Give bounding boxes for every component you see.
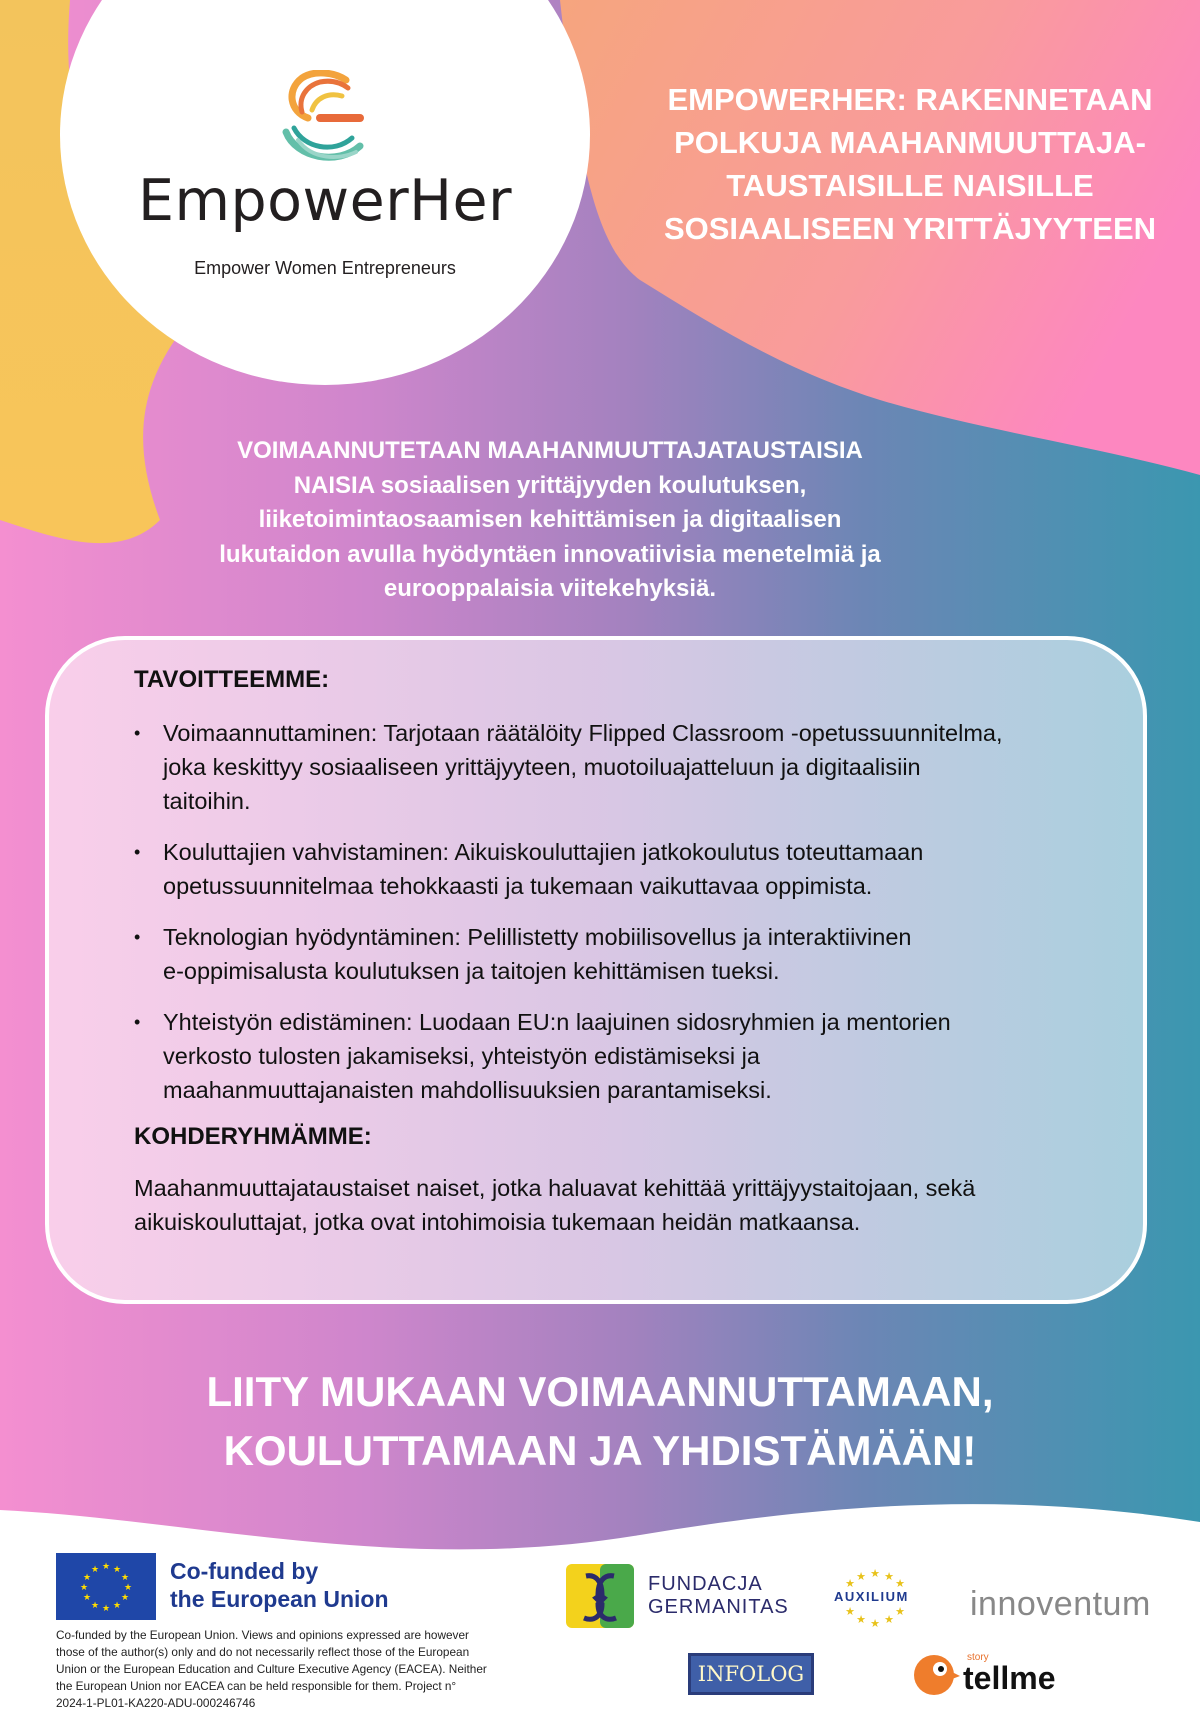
tellme-story-label: story [967,1652,989,1663]
svg-text:★: ★ [845,1577,855,1590]
header-title [650,78,1170,250]
svg-text:★: ★ [884,1570,894,1583]
header-title-line: POLKUJA MAAHANMUUTTAJA- [674,125,1146,160]
germanitas-logo-icon [566,1564,634,1628]
intro-line: VOIMAANNUTETAAN MAAHANMUUTTAJATAUSTAISIA [237,437,863,464]
bullet: • [134,842,141,862]
svg-text:★: ★ [90,1601,100,1611]
svg-text:★: ★ [123,1583,133,1593]
bullet: • [134,1012,141,1032]
eu-cofunded-label [170,1557,389,1613]
svg-text:★: ★ [120,1573,130,1583]
goal-line: taitoihin. [163,788,251,814]
svg-text:★: ★ [870,1617,880,1630]
goals-heading: TAVOITTEEMME: [134,666,330,693]
goal-line: joka keskittyy sosiaaliseen yrittäjyyteen, muotoiluajatteluun ja digitaalisiin [163,754,921,780]
svg-text:★: ★ [845,1605,855,1618]
innoventum-logo: innoventum [970,1585,1151,1623]
intro-line: NAISIA sosiaalisen yrittäjyyden koulutuksen, [293,471,807,499]
header-title-line: TAUSTAISILLE NAISILLE [726,168,1094,203]
goal-item [134,1005,1103,1107]
info-card [45,636,1147,1304]
target-text [134,1171,1103,1239]
cta-line: KOULUTTAMAAN JA YHDISTÄMÄÄN! [223,1427,977,1474]
eu-disclaimer [56,1627,536,1712]
disclaimer-line: 2024-1-PL01-KA220-ADU-000246746 [56,1696,256,1710]
auxilium-label: AUXILIUM [834,1589,909,1604]
bullet: • [134,927,141,947]
svg-text:★: ★ [884,1613,894,1626]
tellme-bird-icon [912,1648,960,1698]
target-line: Maahanmuuttajataustaiset naiset, jotka haluavat kehittää yrittäjyystaitojaan, sekä [134,1175,976,1201]
svg-text:★: ★ [101,1604,111,1614]
germanitas-line: FUNDACJA [648,1573,763,1595]
intro-line: lukutaidon avulla hyödyntäen innovatiivisia menetelmiä ja [219,540,881,568]
goal-line: Voimaannuttaminen: Tarjotaan räätälöity Flipped Classroom -opetussuunnitelma, [163,720,1003,746]
svg-text:★: ★ [90,1565,100,1575]
cta-line: LIITY MUKAAN VOIMAANNUTTAMAAN, [206,1368,994,1415]
svg-text:★: ★ [101,1562,111,1572]
svg-text:★: ★ [870,1567,880,1580]
goal-line: Yhteistyön edistäminen: Luodaan EU:n laajuinen sidosryhmien ja mentorien [163,1009,951,1035]
disclaimer-line: those of the author(s) only and do not necessarily reflect those of the European [56,1645,470,1659]
eu-label-line: Co-funded by [170,1558,319,1584]
goal-item [134,835,1103,903]
svg-text:★: ★ [82,1573,92,1583]
svg-text:★: ★ [79,1583,89,1593]
brand-tagline: Empower Women Entrepreneurs [194,258,456,278]
target-heading: KOHDERYHMÄMME: [134,1123,372,1150]
infolog-logo: INFOLOG [688,1653,814,1695]
germanitas-label [648,1573,789,1619]
goals-list [134,716,1103,1107]
goal-line: opetussuunnitelmaa tehokkaasti ja tukemaan vaikuttavaa oppimista. [163,873,873,899]
disclaimer-line: the European Union nor EACEA can be held responsible for them. Project n° [56,1679,457,1693]
intro-line: liiketoimintaosaamisen kehittämisen ja digitaalisen [258,506,842,533]
svg-text:★: ★ [82,1593,92,1603]
svg-text:★: ★ [895,1605,905,1618]
svg-text:★: ★ [856,1570,866,1583]
goal-line: Kouluttajien vahvistaminen: Aikuiskouluttajien jatkokoulutus toteuttamaan [163,839,924,865]
bullet: • [134,723,141,743]
empowerher-logo-icon [268,70,378,170]
goal-line: maahanmuuttajanaisten mahdollisuuksien parantamiseksi. [163,1077,772,1103]
germanitas-line: GERMANITAS [648,1596,789,1618]
header-title-line: EMPOWERHER: RAKENNETAAN [667,82,1153,117]
goal-item [134,716,1103,818]
eu-flag-icon [56,1553,156,1620]
disclaimer-line: Co-funded by the European Union. Views and opinions expressed are however [56,1628,469,1642]
svg-text:★: ★ [112,1601,122,1611]
call-to-action [100,1362,1100,1480]
goal-line: verkosto tulosten jakamiseksi, yhteistyön edistämiseksi ja [163,1043,760,1069]
svg-text:★: ★ [112,1565,122,1575]
brand-name: EmpowerHer [137,168,513,234]
svg-text:★: ★ [895,1577,905,1590]
target-line: aikuiskouluttajat, jotka ovat intohimoisia tukemaan heidän matkaansa. [134,1209,861,1235]
tellme-label: tellme [963,1660,1056,1696]
eu-label-line: the European Union [170,1586,389,1612]
intro-line: eurooppalaisia viitekehyksiä. [383,575,717,602]
goal-line: e-oppimisalusta koulutuksen ja taitojen kehittämisen tueksi. [163,958,780,984]
svg-text:★: ★ [120,1593,130,1603]
disclaimer-line: Union or the European Education and Culture Executive Agency (EACEA). Neither [56,1662,487,1676]
goal-line: Teknologian hyödyntäminen: Pelillistetty mobiilisovellus ja interaktiivinen [163,924,912,950]
svg-text:★: ★ [856,1613,866,1626]
goal-item [134,920,1103,988]
intro-text [170,434,930,607]
header-title-line: SOSIAALISEEN YRITTÄJYYTEEN [663,211,1157,246]
